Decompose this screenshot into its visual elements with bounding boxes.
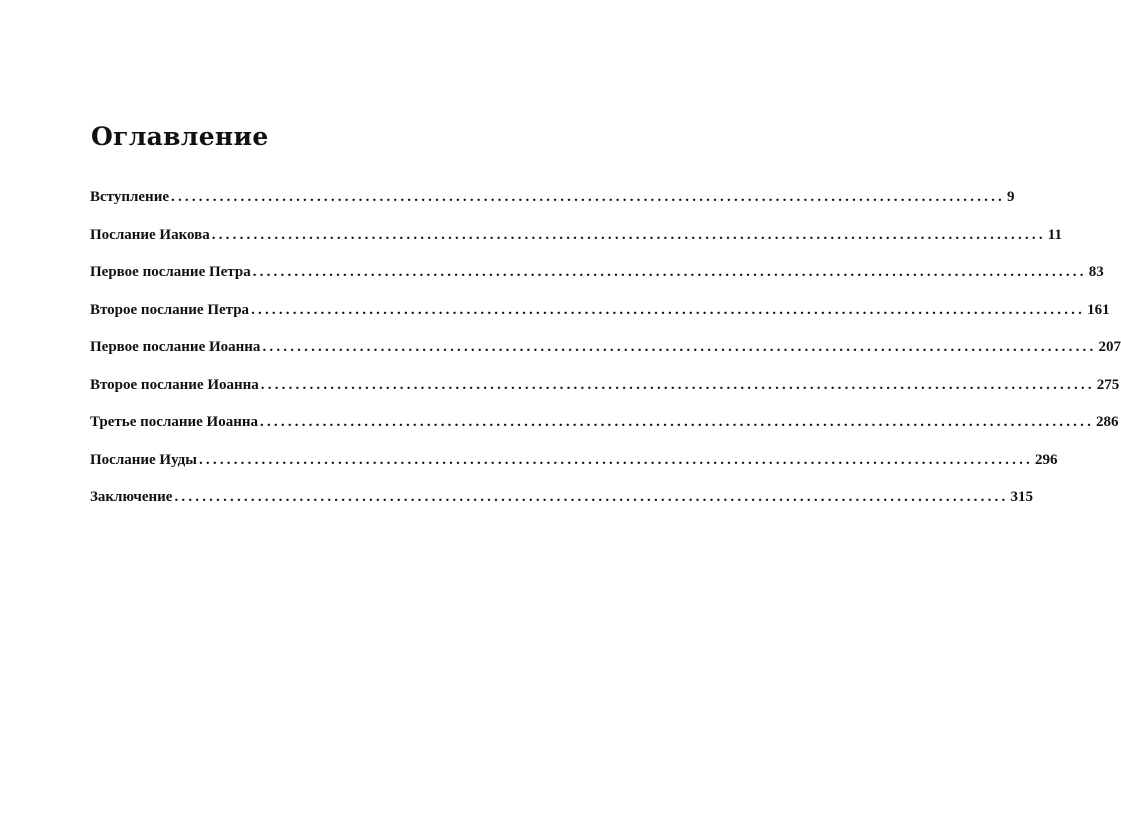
toc-entry-page: 296 <box>1034 451 1058 468</box>
toc-entry-page: 9 <box>1007 189 1015 205</box>
toc-entry-title: Послание Иакова <box>90 226 210 243</box>
toc-entry[interactable] <box>90 449 1058 487</box>
toc-entry-page: 11 <box>1047 226 1062 243</box>
toc-entry-page: 275 <box>1096 376 1120 393</box>
toc-entry-page: 315 <box>1010 489 1033 505</box>
toc-entry[interactable] <box>90 224 1062 262</box>
toc-entry-page: 207 <box>1098 339 1121 355</box>
toc-entry[interactable] <box>90 261 1104 299</box>
dot-leader: ........................................................................................................................ <box>260 376 1095 393</box>
dot-leader: ........................................................................................................................ <box>252 264 1087 280</box>
toc-entry-title: Второе послание Иоанна <box>90 376 259 393</box>
toc-entry[interactable] <box>90 486 1033 524</box>
dot-leader: ........................................................................................................................ <box>198 451 1033 468</box>
toc-entry-title: Заключение <box>90 489 173 505</box>
toc-entry[interactable] <box>90 336 1121 374</box>
toc-entry[interactable] <box>90 411 1119 449</box>
toc-entry[interactable] <box>90 299 1110 337</box>
toc-entry[interactable] <box>90 374 1120 412</box>
dot-leader: ........................................................................................................................ <box>260 414 1095 430</box>
toc-entry-title: Послание Иуды <box>90 451 197 468</box>
dot-leader: ........................................................................................................................ <box>211 226 1046 243</box>
toc-entry-title: Третье послание Иоанна <box>90 414 259 430</box>
dot-leader: ........................................................................................................................ <box>174 489 1009 505</box>
toc-entry-title: Первое послание Петра <box>90 264 251 280</box>
toc-entry-page: 161 <box>1087 301 1110 318</box>
toc-entry-title: Второе послание Петра <box>90 301 250 318</box>
toc-entry-page: 286 <box>1096 414 1119 430</box>
toc-list <box>90 186 1121 524</box>
dot-leader: ........................................................................................................................ <box>251 301 1086 318</box>
dot-leader: ........................................................................................................................ <box>171 189 1005 205</box>
dot-leader: ........................................................................................................................ <box>262 339 1097 355</box>
toc-title: Оглавление <box>91 122 269 151</box>
toc-entry-title: Вступление <box>90 189 169 205</box>
toc-entry[interactable] <box>90 186 1015 224</box>
toc-entry-title: Первое послание Иоанна <box>90 339 261 355</box>
toc-entry-page: 83 <box>1088 264 1104 280</box>
